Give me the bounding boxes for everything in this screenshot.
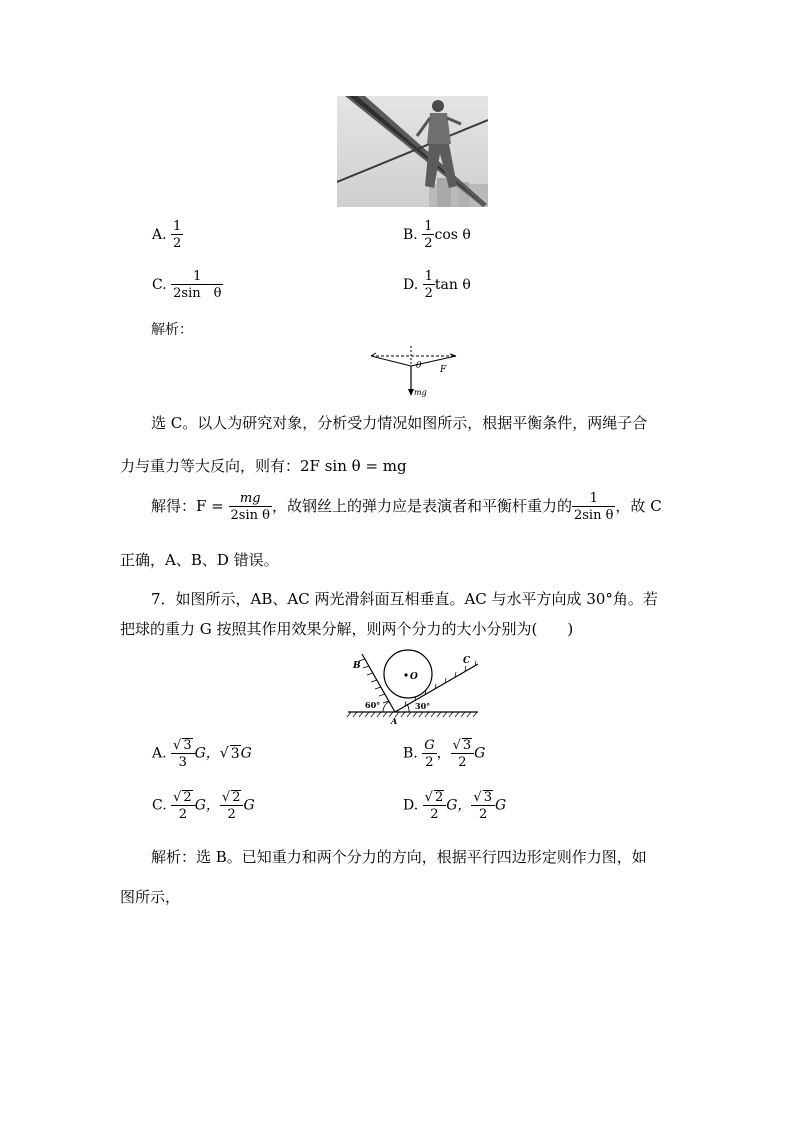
fraction: $\frac{1}{2}$ xyxy=(424,219,433,251)
option-label: C. xyxy=(152,797,167,814)
fraction: $\frac{1}{2}$ xyxy=(424,269,433,301)
fraction: $\frac{1}{\text{2sin θ}}$ xyxy=(573,491,614,523)
option-suffix: tan θ xyxy=(434,277,471,293)
q7-option-a: A. $\frac{√ 3}{3}$ G，√ 3G xyxy=(152,738,252,770)
incline-figure xyxy=(345,642,480,726)
option-label: B. xyxy=(403,227,418,243)
q6-option-d xyxy=(403,270,471,300)
fraction: $\frac{√ 2}{2}$ xyxy=(171,790,195,821)
q7-analysis-line-1: 解析：选 B。已知重力和两个分力的方向，根据平行四边形定则作力图，如 xyxy=(151,848,647,866)
q7-analysis-line-2: 图所示， xyxy=(120,888,181,906)
angle-30-label: 30° xyxy=(415,701,431,711)
q6-option-a xyxy=(152,220,183,250)
weight-label: mg xyxy=(414,388,427,397)
q7-option-b: B. $\frac{G}{2}$ ， $\frac{√ 3}{2}$ G xyxy=(403,737,486,770)
theta-label: θ xyxy=(416,361,422,371)
tightrope-photo xyxy=(337,96,488,207)
option-label: D. xyxy=(403,277,419,293)
label-c: C xyxy=(463,656,471,666)
option-label: D. xyxy=(403,797,419,814)
solution-line-1: 选 C。以人为研究对象，分析受力情况如图所示，根据平衡条件，两绳子合 xyxy=(151,414,648,432)
fraction: $\frac{mg}{\text{2sin θ}}$ xyxy=(230,491,270,523)
angle-60-label: 60° xyxy=(365,700,381,710)
fraction: $\frac{√ 2}{2}$ xyxy=(220,790,244,821)
q6-option-b xyxy=(403,220,471,250)
option-label: A. xyxy=(152,227,167,243)
label-a: A xyxy=(391,716,398,726)
q6-option-c xyxy=(152,270,223,300)
force-diagram xyxy=(368,344,460,400)
q7-option-c: C. $\frac{√ 2}{2}$ G， $\frac{√ 2}{2}$ G xyxy=(152,790,255,822)
q7-stem-line-1: 7．如图所示，AB、AC 两光滑斜面互相垂直。AC 与水平方向成 30°角。若 xyxy=(151,590,658,608)
fraction: $\frac{√ 3}{3}$ xyxy=(171,738,195,769)
solution-line-2: 力与重力等大反向，则有：2F sin θ = mg xyxy=(120,457,407,475)
fraction: $\frac{1}{2}$ xyxy=(173,219,182,251)
solution-line-4: 正确，A、B、D 错误。 xyxy=(120,551,279,569)
option-label: C. xyxy=(152,277,167,293)
option-suffix: cos θ xyxy=(434,227,471,243)
label-o: O xyxy=(410,672,418,682)
analysis-label: 解析： xyxy=(151,322,193,338)
fraction: $\frac{√ 3}{2}$ xyxy=(451,738,475,769)
option-label: A. xyxy=(152,745,167,762)
fraction: $\frac{√ 3}{2}$ xyxy=(471,790,495,821)
solution-line-3: 解得：F = $\frac{mg}{\text{2sin θ}}$ ，故钢丝上的弹力应是表演者和平衡杆重力的 $\frac{1}{\text{2sin θ}}$ ，故 C xyxy=(151,491,662,523)
force-label: F xyxy=(440,365,447,375)
fraction: $\frac{√ 2}{2}$ xyxy=(423,790,447,821)
fraction: $\frac{G}{2}$ xyxy=(424,737,435,770)
fraction: $\frac{1}{\text{2sin θ}}$ xyxy=(173,269,222,301)
q7-option-d: D. $\frac{√ 2}{2}$ G， $\frac{√ 3}{2}$ G xyxy=(403,790,507,822)
label-b: B xyxy=(353,661,361,671)
option-label: B. xyxy=(403,745,418,762)
q7-stem-line-2: 把球的重力 G 按照其作用效果分解，则两个分力的大小分别为( ) xyxy=(120,620,574,638)
